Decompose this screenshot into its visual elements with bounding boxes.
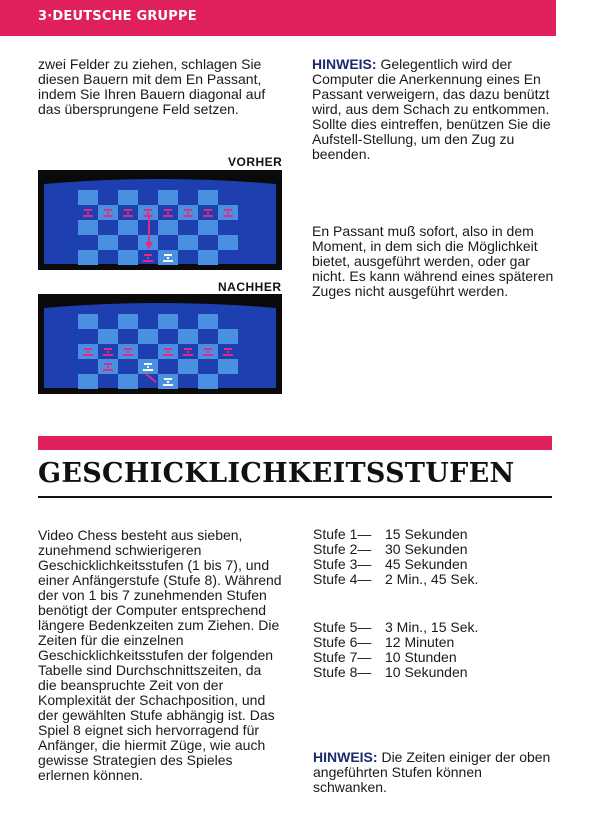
level-row: Stufe 5— 3 Min., 15 Sek. bbox=[313, 619, 479, 635]
section-bar bbox=[38, 436, 552, 450]
level-row: Stufe 2— 30 Sekunden bbox=[313, 541, 468, 557]
col1-top-paragraph: zwei Felder zu ziehen, schlagen Sie diesen Bauern mit dem En Passant, indem Sie Ihren Bauern diagonal auf das übersprungene Feld setzen. bbox=[38, 56, 266, 117]
header-title: 3·DEUTSCHE GRUPPE bbox=[38, 9, 197, 24]
board-after-svg bbox=[38, 294, 282, 394]
level-row: Stufe 4— 2 Min., 45 Sek. bbox=[313, 571, 479, 587]
caption-before: VORHER bbox=[228, 155, 283, 169]
board-before-image bbox=[38, 170, 282, 270]
caption-after: NACHHER bbox=[218, 280, 282, 294]
levels-list-a bbox=[313, 527, 478, 587]
section-rule bbox=[38, 496, 552, 498]
section-title: GESCHICKLICHKEITSSTUFEN bbox=[38, 458, 515, 489]
hint2-label: HINWEIS: bbox=[313, 749, 378, 765]
level-row: Stufe 1— 15 Sekunden bbox=[313, 526, 468, 542]
hint1-text: Gelegentlich wird der Computer die Anerkennung eines En Passant verweigern, das dazu benützt wird, aus dem Schach zu entkommen. Sollte dies eintreffen, benützen Sie die Aufstell-Stellung, um den Zug zu beenden. bbox=[312, 56, 551, 162]
levels-paragraph: Video Chess besteht aus sieben, zunehmend schwierigeren Geschicklichkeitsstufen (1 bis 7), und einer Anfängerstufe (Stufe 8). Während der von 1 bis 7 zunehmenden Stufen benötigt der Computer entsprechend längere Bedenkzeiten zum Ziehen. Die Zeiten für die einzelnen Geschicklichkeitsstufen der folgenden Tabelle sind Durchschnittszeiten, da die beanspruchte Zeit von der Komplexität der Schachposition, und der gewählten Stufe abhängig ist. Das Spiel 8 eignet sich hervorragend für Anfänger, die hiermit Züge, wie auch gewisse Strategien des Spieles erlernen können. bbox=[38, 527, 282, 783]
board-after-image bbox=[38, 294, 282, 394]
hint1-label: HINWEIS: bbox=[312, 56, 377, 72]
levels-list-b bbox=[313, 620, 478, 680]
level-row: Stufe 8— 10 Sekunden bbox=[313, 664, 468, 680]
hint1-paragraph bbox=[312, 57, 557, 162]
hint2-paragraph bbox=[313, 750, 553, 795]
hint2-text: Die Zeiten einiger der oben angeführten Stufen können schwanken. bbox=[313, 749, 551, 795]
level-row: Stufe 3— 45 Sekunden bbox=[313, 556, 468, 572]
board-before-svg bbox=[38, 170, 282, 270]
level-row: Stufe 6— 12 Minuten bbox=[313, 634, 455, 650]
level-row: Stufe 7— 10 Stunden bbox=[313, 649, 457, 665]
en-passant-paragraph: En Passant muß sofort, also in dem Moment, in dem sich die Möglichkeit bietet, ausgeführt werden, oder gar nicht. Es kann während eines späteren Zuges nicht ausgeführt werden. bbox=[312, 223, 554, 299]
